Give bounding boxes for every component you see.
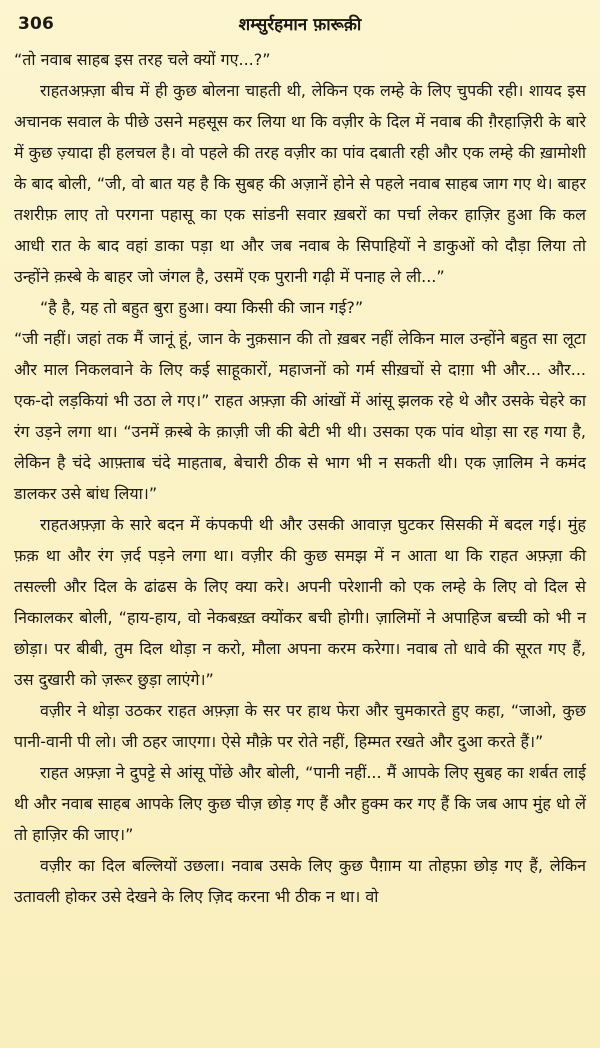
paragraph-3: “है है, यह तो बहुत बुरा हुआ। क्या किसी की जान गई?” — [40, 298, 364, 317]
paragraph-7: राहत अफ़्ज़ा ने दुपट्टे से आंसू पोंछे और बोली, “पानी नहीं... मैं आपके लिए सुबह का शर्बत लाई थी और नवाब साहब आपके लिए कुछ चीज़ छोड़ गए हैं और हुक्म कर गए हैं कि जब आप मुंह धो लें तो हाज़िर की जाए।” — [14, 763, 586, 844]
paragraph-5: राहतअफ़्ज़ा के सारे बदन में कंपकपी थी और उसकी आवाज़ घुटकर सिसकी में बदल गई। मुंह फ़क़ था और रंग ज़र्द पड़ने लगा था। वज़ीर की कुछ समझ में न आता था कि राहत अफ़्ज़ा की तसल्ली और दिल के ढांढस के लिए क्या करे। अपनी परेशानी को एक लम्हे के लिए वो दिल से निकालकर बोली, “हाय-हाय, वो नेकबख़्त क्योंकर बची होगी। ज़ालिमों ने अपाहिज बच्ची को भी न छोड़ा। पर बीबी, तुम दिल थोड़ा न करो, मौला अपना करम करेगा। नवाब तो धावे की सूरत गए हैं, उस दुखारी को ज़रूर छुड़ा लाएंगे।” — [14, 515, 586, 689]
paragraph-6: वज़ीर ने थोड़ा उठकर राहत अफ़्ज़ा के सर पर हाथ फेरा और चुमकारते हुए कहा, “जाओ, कुछ पानी-वानी पी लो। जी ठहर जाएगा। ऐसे मौक़े पर रोते नहीं, हिम्मत रखते और दुआ करते हैं।” — [14, 701, 586, 751]
paragraph-1: “तो नवाब साहब इस तरह चले क्यों गए...?” — [14, 50, 271, 69]
paragraph-4: “जी नहीं। जहां तक मैं जानूं हूं, जान के नुक़सान की तो ख़बर नहीं लेकिन माल उन्होंने बहुत सा लूटा और माल निकलवाने के लिए कई साहूकारों, महाजनों को गर्म सीख़चों से दाग़ा भी और... और... एक-दो लड़कियां भी उठा ले गए।” राहत अफ़्ज़ा की आंखों में आंसू झलक रहे थे और उसके चेहरे का रंग उड़ने लगा था। “उनमें क़स्बे के क़ाज़ी जी की बेटी भी थी। उसका एक पांव थोड़ा सा रह गया है, लेकिन है चंदे आफ़्ताब चंदे माहताब, बेचारी ठीक से भाग भी न सकती थी। एक ज़ालिम ने कमंद डालकर उसे बांध लिया।” — [14, 329, 586, 503]
body-text — [14, 44, 586, 912]
running-head-author: शम्सुर्रहमान फ़ारूक़ी — [238, 15, 362, 35]
page-header — [14, 10, 586, 44]
page-number: 306 — [18, 14, 55, 34]
paragraph-8: वज़ीर का दिल बल्लियों उछला। नवाब उसके लिए कुछ पैग़ाम या तोहफ़ा छोड़ गए हैं, लेकिन उतावली होकर उसे देखने के लिए ज़िद करना भी ठीक न था। वो — [14, 856, 586, 906]
paragraph-2: राहतअफ़्ज़ा बीच में ही कुछ बोलना चाहती थी, लेकिन एक लम्हे के लिए चुपकी रही। शायद इस अचानक सवाल के पीछे उसने महसूस कर लिया था कि वज़ीर के दिल में नवाब की ग़ैरहाज़िरी के बारे में कुछ ज़्यादा ही हलचल है। वो पहले की तरह वज़ीर का पांव दबाती रही और एक लम्हे की ख़ामोशी के बाद बोली, “जी, वो बात यह है कि सुबह की अज़ानें होने से पहले नवाब साहब जाग गए थे। बाहर तशरीफ़ लाए तो परगना पहासू का एक सांडनी सवार ख़बरों का पर्चा लेकर हाज़िर हुआ कि कल आधी रात के बाद वहां डाका पड़ा था और जब नवाब के सिपाहियों ने डाकुओं को दौड़ा लिया तो उन्होंने क़स्बे के बाहर जो जंगल है, उसमें एक पुरानी गढ़ी में पनाह ले ली...” — [14, 81, 586, 286]
